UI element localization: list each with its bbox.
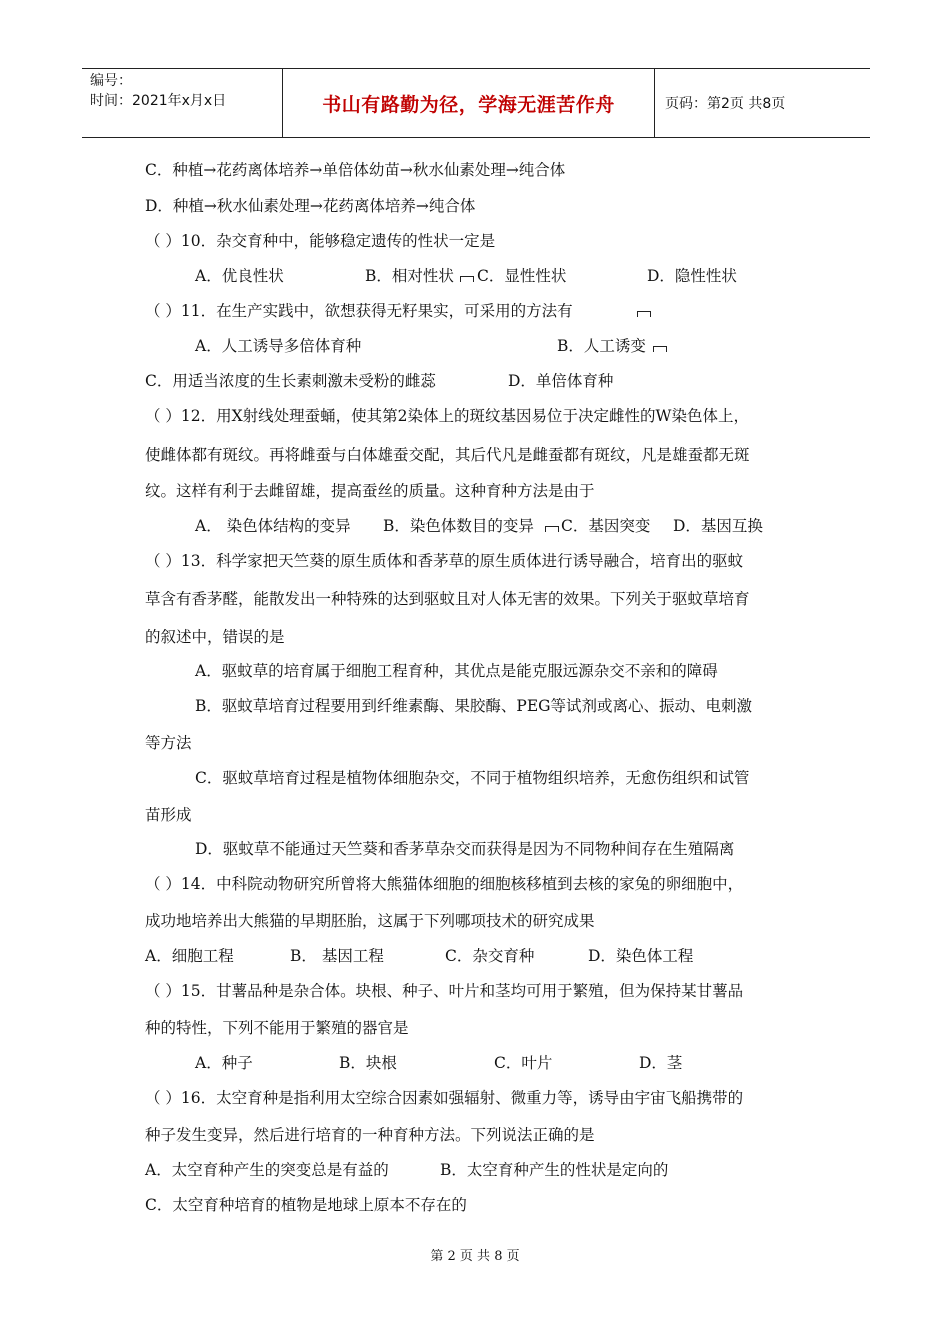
option-a: A．优良性状 (195, 267, 284, 285)
option-d: D．茎 (639, 1054, 683, 1072)
question-14-cont: 成功地培养出大熊猫的早期胚胎，这属于下列哪项技术的研究成果 (145, 912, 595, 930)
question-15: （ ）15．甘薯品种是杂合体。块根、种子、叶片和茎均可用于繁殖，但为保持某甘薯品 (145, 982, 744, 1000)
option-b: B．相对性状 (365, 267, 454, 285)
option-a: A．驱蚊草的培育属于细胞工程育种，其优点是能克服远源杂交不亲和的障碍 (195, 662, 718, 680)
question-12: （ ）12．用X射线处理蚕蛹，使其第2染体上的斑纹基因易位于决定雌性的W染色体上， (145, 407, 749, 425)
header-motto: 书山有路勤为径，学海无涯苦作舟 (282, 69, 655, 137)
question-12-cont: 纹。这样有利于去雌留雄，提高蚕丝的质量。这种育种方法是由于 (145, 482, 595, 500)
option-c: C．杂交育种 (445, 947, 535, 965)
option-line: D．种植→秋水仙素处理→花药离体培养→纯合体 (145, 197, 476, 215)
option-c: C．显性性状 (477, 267, 567, 285)
option-d: D．单倍体育种 (508, 372, 614, 390)
option-d: D．基因互换 (673, 517, 763, 535)
option-b: B．驱蚊草培育过程要用到纤维素酶、果胶酶、PEG等试剂或离心、振动、电刺激 (195, 697, 753, 715)
option-a: A．细胞工程 (145, 947, 234, 965)
mark-icon (544, 518, 560, 538)
option-c: C．用适当浓度的生长素刺激未受粉的雌蕊 (145, 372, 436, 390)
option-d: D．隐性性状 (647, 267, 737, 285)
mark-icon (459, 268, 475, 288)
option-a: A．人工诱导多倍体育种 (195, 337, 362, 355)
time-label: 时间：2021年x月x日 (90, 93, 227, 109)
option-b-cont: 等方法 (145, 734, 192, 752)
question-15-cont: 种的特性，下列不能用于繁殖的器官是 (145, 1019, 409, 1037)
question-10: （ ）10．杂交育种中，能够稳定遗传的性状一定是 (145, 232, 496, 250)
question-13-cont: 草含有香茅醛，能散发出一种特殊的达到驱蚊且对人体无害的效果。下列关于驱蚊草培育 (145, 590, 750, 608)
option-d: D．驱蚊草不能通过天竺葵和香茅草杂交而获得是因为不同物种间存在生殖隔离 (195, 840, 735, 858)
option-line: C．种植→花药离体培养→单倍体幼苗→秋水仙素处理→纯合体 (145, 161, 566, 179)
question-13: （ ）13．科学家把天竺葵的原生质体和香茅草的原生质体进行诱导融合，培育出的驱蚊 (145, 552, 744, 570)
option-a: A．太空育种产生的突变总是有益的 (145, 1161, 389, 1179)
option-a: A． 染色体结构的变异 (195, 517, 351, 535)
option-c: C．叶片 (494, 1054, 553, 1072)
question-13-cont: 的叙述中，错误的是 (145, 628, 285, 646)
option-c: C．驱蚊草培育过程是植物体细胞杂交，不同于植物组织培养，无愈伤组织和试管 (195, 769, 750, 787)
mark-icon (652, 338, 668, 358)
option-a: A．种子 (195, 1054, 253, 1072)
header-page-label: 页码：第2页 共8页 (665, 96, 786, 112)
option-c: C．基因突变 (561, 517, 651, 535)
option-b: B．太空育种产生的性状是定向的 (440, 1161, 669, 1179)
option-c-cont: 苗形成 (145, 806, 192, 824)
question-14: （ ）14．中科院动物研究所曾将大熊猫体细胞的细胞核移植到去核的家兔的卵细胞中， (145, 875, 744, 893)
page-footer: 第 2 页 共 8 页 (430, 1249, 520, 1264)
page-header (82, 68, 870, 138)
option-d: D．染色体工程 (588, 947, 694, 965)
option-b: B． 基因工程 (290, 947, 384, 965)
question-16: （ ）16．太空育种是指利用太空综合因素如强辐射、微重力等，诱导由宇宙飞船携带的 (145, 1089, 744, 1107)
question-12-cont: 使雌体都有斑纹。再将雌蚕与白体雄蚕交配，其后代凡是雌蚕都有斑纹，凡是雄蚕都无斑 (145, 446, 750, 464)
question-11: （ ）11．在生产实践中，欲想获得无籽果实，可采用的方法有 (145, 302, 573, 320)
option-b: B．染色体数目的变异 (383, 517, 534, 535)
mark-icon (636, 303, 652, 323)
option-c: C．太空育种培育的植物是地球上原本不存在的 (145, 1196, 467, 1214)
option-b: B．块根 (339, 1054, 397, 1072)
option-b: B．人工诱变 (557, 337, 646, 355)
question-16-cont: 种子发生变异，然后进行培育的一种育种方法。下列说法正确的是 (145, 1126, 595, 1144)
number-label: 编号： (90, 73, 132, 89)
header-meta (82, 69, 282, 137)
